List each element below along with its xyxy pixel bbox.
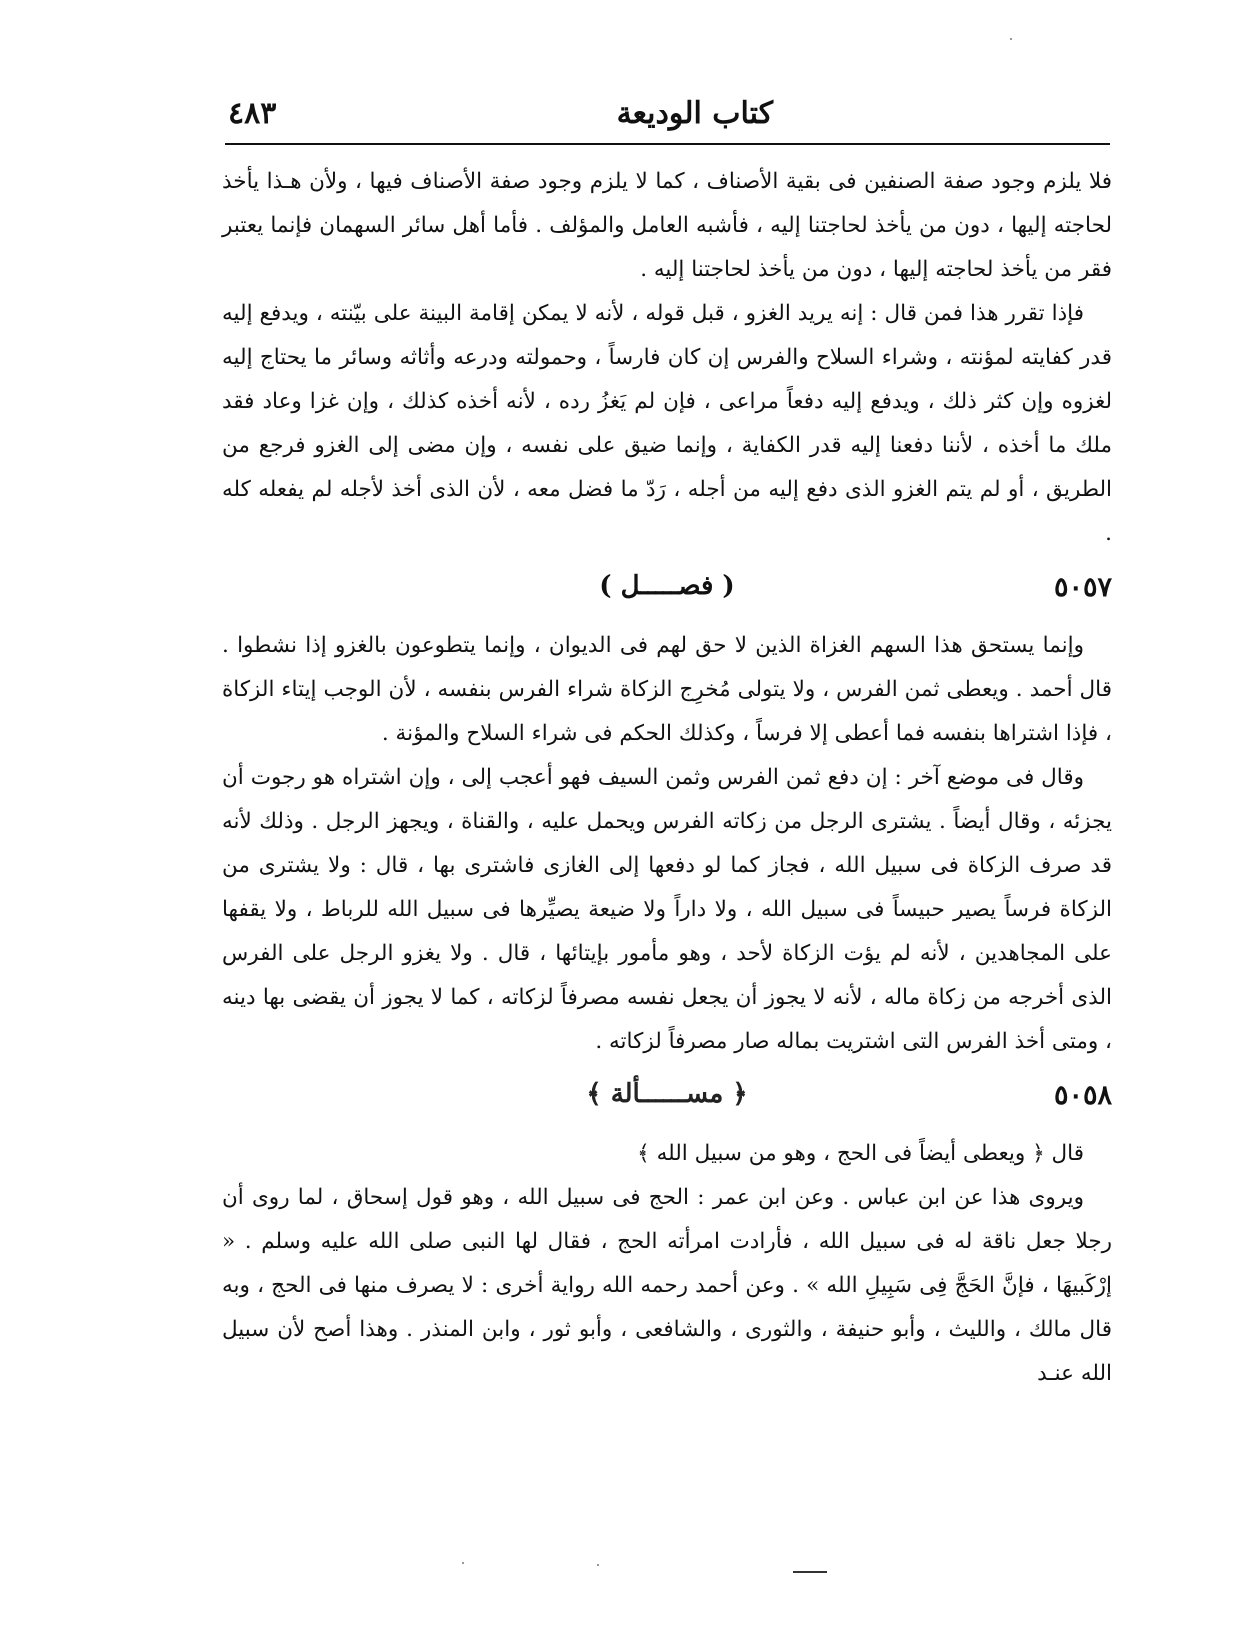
running-header xyxy=(228,88,1088,148)
header-rule xyxy=(225,143,1110,145)
paragraph: وقال فى موضع آخر : إن دفع ثمن الفرس وثمن السيف فهو أعجب إلى ، وإن اشتراه هو رجوت أن يجزئه ، وقال أيضاً . يشترى الرجل من زكاته الفرس ويحمل عليه ، والقناة ، ويجهز الرجل . وذلك لأنه قد صرف الزكاة فى سبيل الله ، فجاز كما لو دفعها إلى الغازى فاشترى بها ، قال : ولا يشترى من الزكاة فرساً يصير حبيساً فى سبيل الله ، ولا داراً ولا ضيعة يصيِّرها فى سبيل الله للرباط ، ولا يقفها على المجاهدين ، لأنه لم يؤت الزكاة لأحد ، وهو مأمور بإيتائها ، قال . ولا يغزو الرجل على الفرس الذى أخرجه من زكاة ماله ، لأنه لا يجوز أن يجعل نفسه مصرفاً لزكاته ، كما لا يجوز أن يقضى بها دينه ، ومتى أخذ الفرس التى اشتريت بماله صار مصرفاً لزكاته . xyxy=(222,765,1112,1054)
paragraph: فإذا تقرر هذا فمن قال : إنه يريد الغزو ، قبل قوله ، لأنه لا يمكن إقامة البينة على بيّنته ، ويدفع إليه قدر كفايته لمؤنته ، وشراء السلاح والفرس إن كان فارساً ، وحمولته ودرعه وأثاثه وسائر ما يحتاج إليه لغزوه وإن كثر ذلك ، ويدفع إليه دفعاً مراعى ، فإن لم يَغزُ رده ، لأنه أخذه كذلك ، وإن غزا وعاد فقد ملك ما أخذه ، لأننا دفعنا إليه قدر الكفاية ، وإنما ضيق على نفسه ، وإن مضى إلى الغزو فرجع من الطريق ، أو لم يتم الغزو الذى دفع إليه من أجله ، رَدّ ما فضل معه ، لأن الذى أخذ لأجله لم يفعله كله . xyxy=(222,301,1112,546)
section-number: ٥٠٥٨ xyxy=(1053,1080,1112,1111)
scan-speck xyxy=(462,1562,464,1564)
page-body xyxy=(222,160,1112,1396)
section-number: ٥٠٥٧ xyxy=(1053,572,1112,603)
footer-rule xyxy=(793,1571,827,1573)
page-number: ٤٨٣ xyxy=(228,96,277,131)
paragraph: ويروى هذا عن ابن عباس . وعن ابن عمر : الحج فى سبيل الله ، وهو قول إسحاق ، لما روى أن رجلا جعل ناقة له فى سبيل الله ، فأرادت امرأته الحج ، فقال لها النبى صلى الله عليه وسلم . « إرْكَبيهَا ، فإنَّ الحَجَّ فِى سَبِيلِ الله » . وعن أحمد رحمه الله رواية أخرى : لا يصرف منها فى الحج ، وبه قال مالك ، والليث ، وأبو حنيفة ، والثورى ، والشافعى ، وأبو ثور ، وابن المنذر . وهذا أصح لأن سبيل الله عنـد xyxy=(222,1185,1112,1386)
running-title: كتاب الوديعة xyxy=(616,96,773,131)
section-title: ﴿ مســــــألة ﴾ xyxy=(586,1079,748,1109)
scan-speck xyxy=(597,1564,599,1566)
paragraph: وإنما يستحق هذا السهم الغزاة الذين لا حق لهم فى الديوان ، وإنما يتطوعون بالغزو إذا نشطوا . قال أحمد . ويعطى ثمن الفرس ، ولا يتولى مُخرِج الزكاة شراء الفرس بنفسه ، لأن الوجب إيتاء الزكاة ، فإذا اشتراها بنفسه فما أعطى إلا فرساً ، وكذلك الحكم فى شراء السلاح والمؤنة . xyxy=(222,633,1112,746)
paragraph: فلا يلزم وجود صفة الصنفين فى بقية الأصناف ، كما لا يلزم وجود صفة الأصناف فيها ، ولأن هـذا يأخذ لحاجته إليها ، دون من يأخذ لحاجتنا إليه ، فأشبه العامل والمؤلف . فأما أهل سائر السهمان فإنما يعتبر فقر من يأخذ لحاجته إليها ، دون من يأخذ لحاجتنا إليه . xyxy=(222,169,1112,282)
quoted-text-line: قال ﴿ ويعطى أيضاً فى الحج ، وهو من سبيل الله ﴾ xyxy=(637,1141,1084,1166)
section-heading xyxy=(222,1070,1112,1124)
scan-speck xyxy=(1010,38,1012,40)
section-heading xyxy=(222,562,1112,616)
section-title: ( فصـــــل ) xyxy=(599,571,735,601)
